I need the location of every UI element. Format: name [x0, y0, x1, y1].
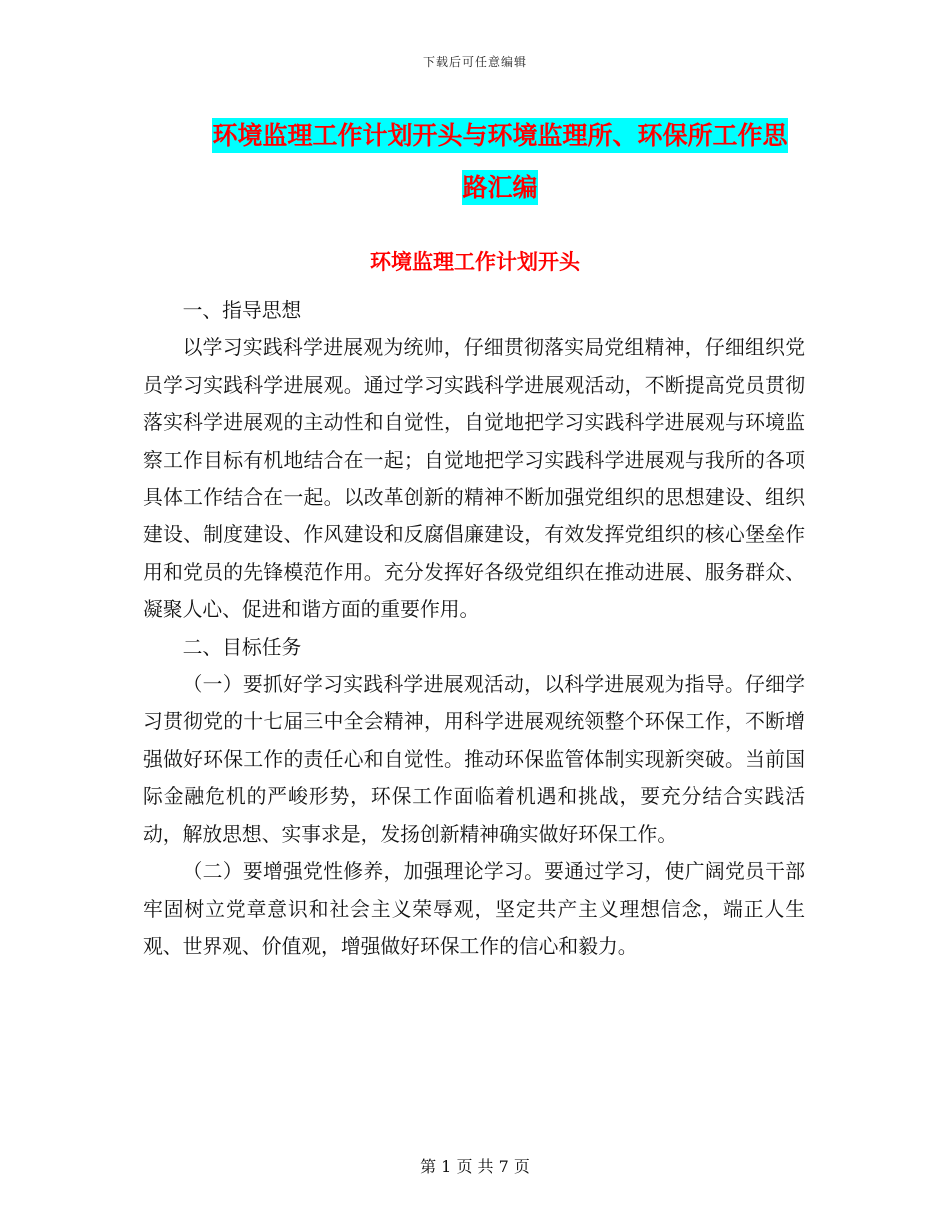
paragraph-task-2: （二）要增强党性修养，加强理论学习。要通过学习，使广阔党员干部牢固树立党章意识和社会主义荣辱观，坚定共产主义理想信念，端正人生观、世界观、价值观，增强做好环保工作的信心和毅力。	[143, 860, 805, 958]
title-line-2: 路汇编	[462, 170, 537, 205]
heading-goals-tasks: 二、目标任务	[182, 635, 302, 659]
paragraph-guiding-ideology: 以学习实践科学进展观为统帅，仔细贯彻落实局党组精神，仔细组织党员学习实践科学进展观。通过学习实践科学进展观活动，不断提高党员贯彻落实科学进展观的主动性和自觉性，自觉地把学习实践科学进展观与环境监察工作目标有机地结合在一起；自觉地把学习实践科学进展观与我所的各项具体工作结合在一起。以改革创新的精神不断加强党组织的思想建设、组织建设、制度建设、作风建设和反腐倡廉建设，有效发挥党组织的核心堡垒作用和党员的先锋模范作用。充分发挥好各级党组织在推动进展、服务群众、凝聚人心、促进和谐方面的重要作用。	[143, 336, 805, 622]
paragraph-task-1: （一）要抓好学习实践科学进展观活动，以科学进展观为指导。仔细学习贯彻党的十七届三中全会精神，用科学进展观统领整个环保工作，不断增强做好环保工作的责任心和自觉性。推动环保监管体制实现新突破。当前国际金融危机的严峻形势，环保工作面临着机遇和挑战，要充分结合实践活动，解放思想、实事求是，发扬创新精神确实做好环保工作。	[143, 673, 805, 846]
document-title	[180, 110, 820, 214]
section-title: 环境监理工作计划开头	[370, 250, 580, 274]
document-body	[143, 292, 805, 965]
header-note: 下载后可任意编辑	[422, 55, 527, 69]
title-line-1: 环境监理工作计划开头与环境监理所、环保所工作思	[212, 118, 787, 153]
heading-guiding-ideology: 一、指导思想	[182, 299, 302, 322]
page-footer: 第 1 页 共 7 页	[420, 1157, 530, 1176]
